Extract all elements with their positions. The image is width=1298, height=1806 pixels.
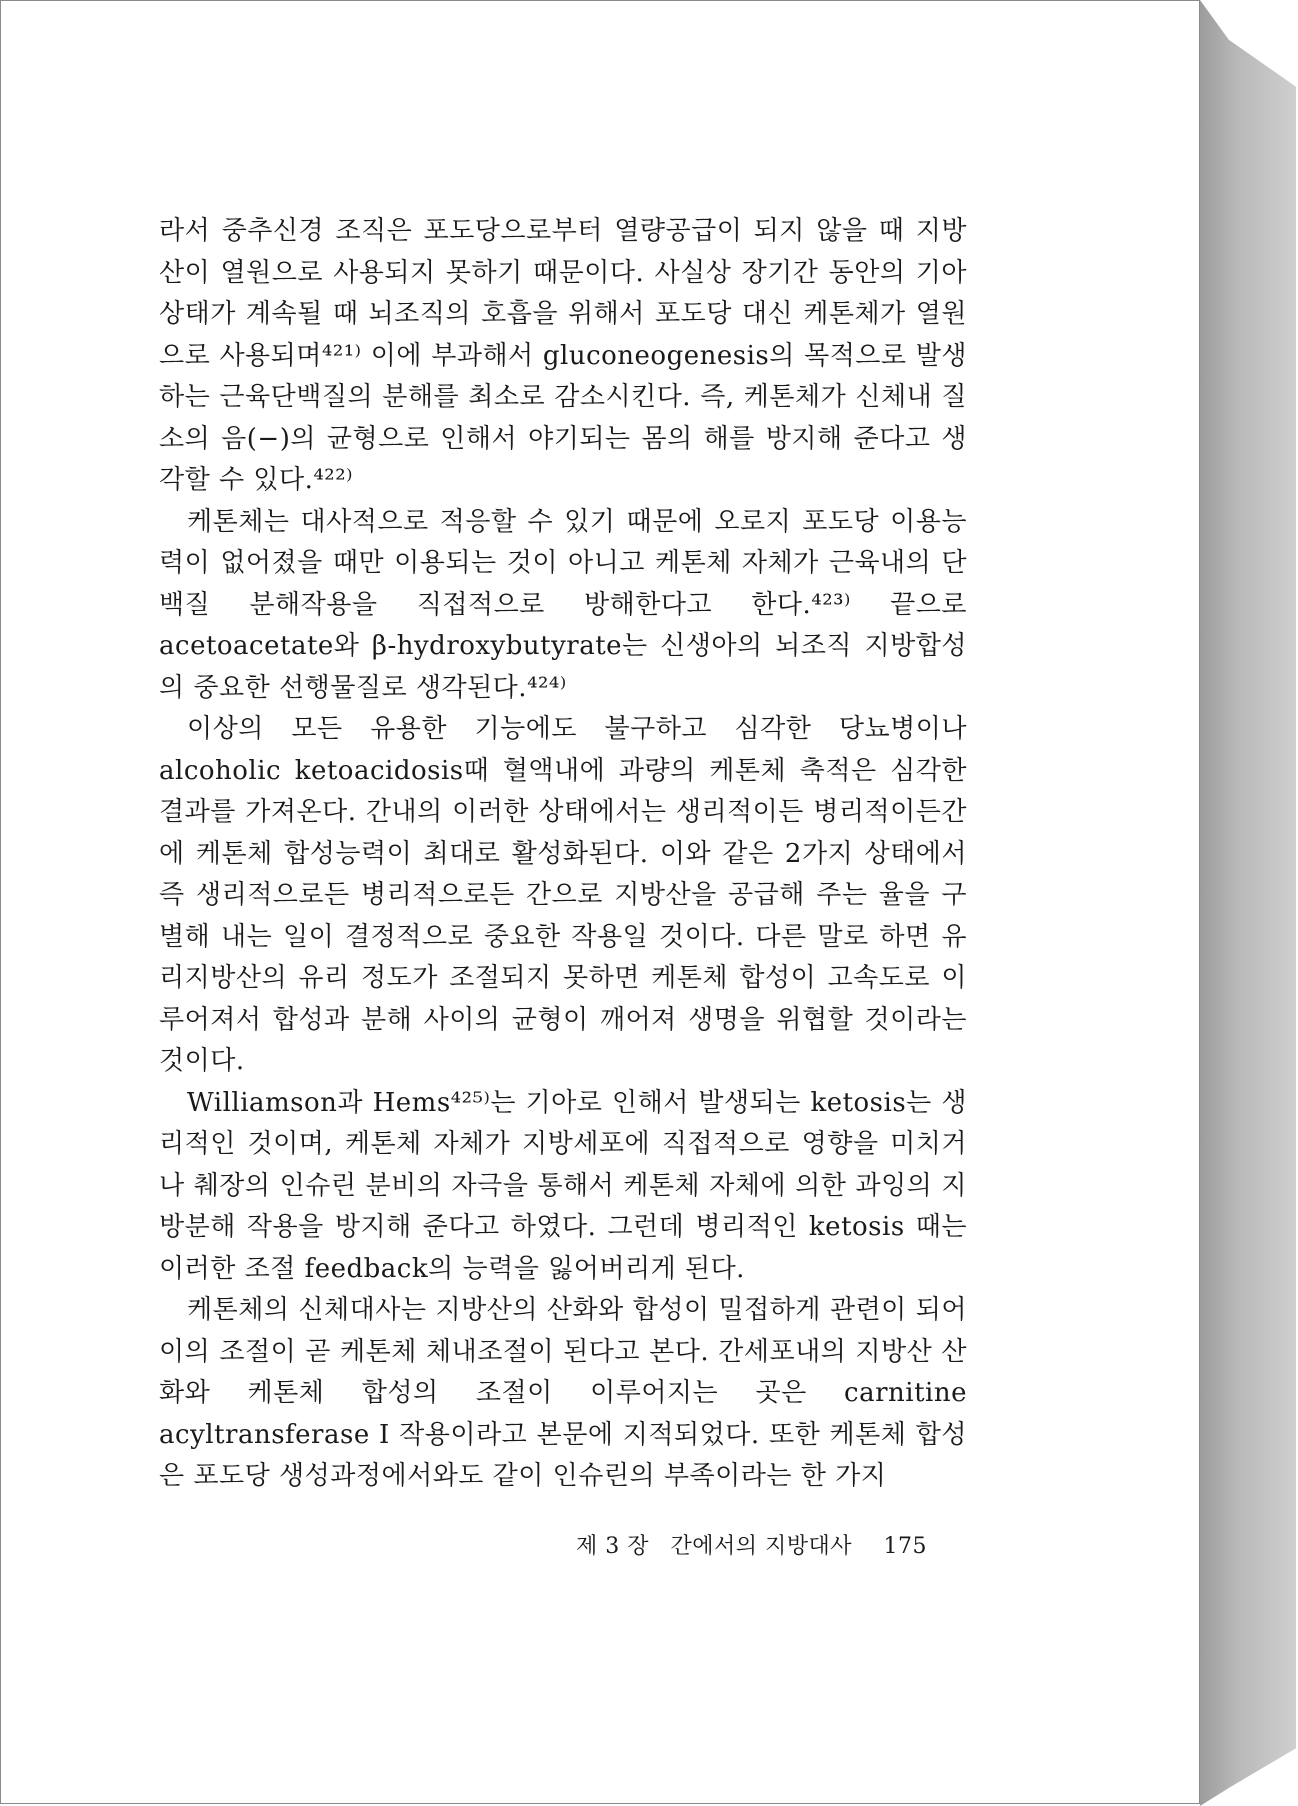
- chapter-label: 제 3 장: [576, 1534, 649, 1559]
- paragraph-5: 케톤체의 신체대사는 지방산의 산화와 합성이 밀접하게 관련이 되어 이의 조절이 곧 케톤체 체내조절이 된다고 본다. 간세포내의 지방산 산화와 케톤체 합성의 조절이 이루어지는 곳은 carnitine acyltransferase I 작용이라고 본문에 지적되었다. 또한 케톤체 합성은 포도당 생성과정에서와도 같이 인슈린의 부족이라는 한 가지: [159, 1295, 967, 1491]
- paragraph-1: 라서 중추신경 조직은 포도당으로부터 열량공급이 되지 않을 때 지방산이 열원으로 사용되지 못하기 때문이다. 사실상 장기간 동안의 기아상태가 계속될 때 뇌조직의 호흡을 위해서 포도당 대신 케톤체가 열원으로 사용되며⁴²¹⁾ 이에 부과해서 gluconeogenesis의 목적으로 발생하는 근육단백질의 분해를 최소로 감소시킨다. 즉, 케톤체가 신체내 질소의 음(−)의 균형으로 인해서 야기되는 몸의 해를 방지해 준다고 생각할 수 있다.⁴²²⁾: [159, 216, 967, 495]
- chapter-title: 간에서의 지방대사: [670, 1534, 853, 1559]
- book-spine-edge: [1200, 0, 1296, 1806]
- paragraph-2: 케톤체는 대사적으로 적응할 수 있기 때문에 오로지 포도당 이용능력이 없어졌을 때만 이용되는 것이 아니고 케톤체 자체가 근육내의 단백질 분해작용을 직접적으로 방해한다고 한다.⁴²³⁾ 끝으로 acetoacetate와 β-hydroxybutyrate는 신생아의 뇌조직 지방합성의 중요한 선행물질로 생각된다.⁴²⁴⁾: [159, 506, 967, 703]
- body-text: [159, 211, 967, 1498]
- paragraph-4: Williamson과 Hems⁴²⁵⁾는 기아로 인해서 발생되는 ketosis는 생리적인 것이며, 케톤체 자체가 지방세포에 직접적으로 영향을 미치거나 췌장의 인슈린 분비의 자극을 통해서 케톤체 자체에 의한 과잉의 지방분해 작용을 방지해 준다고 하였다. 그런데 병리적인 ketosis 때는 이러한 조절 feedback의 능력을 잃어버리게 된다.: [159, 1087, 967, 1284]
- page-number: 175: [883, 1534, 928, 1559]
- page-footer: [576, 1529, 927, 1560]
- paragraph-3: 이상의 모든 유용한 기능에도 불구하고 심각한 당뇨병이나 alcoholic ketoacidosis때 혈액내에 과량의 케톤체 축적은 심각한 결과를 가져온다. 간내의 이러한 상태에서는 생리적이든 병리적이든간에 케톤체 합성능력이 최대로 활성화된다. 이와 같은 2가지 상태에서 즉 생리적으로든 병리적으로든 간으로 지방산을 공급해 주는 율을 구별해 내는 일이 결정적으로 중요한 작용일 것이다. 다른 말로 하면 유리지방산의 유리 정도가 조절되지 못하면 케톤체 합성이 고속도로 이루어져서 합성과 분해 사이의 균형이 깨어져 생명을 위협할 것이라는 것이다.: [159, 714, 967, 1076]
